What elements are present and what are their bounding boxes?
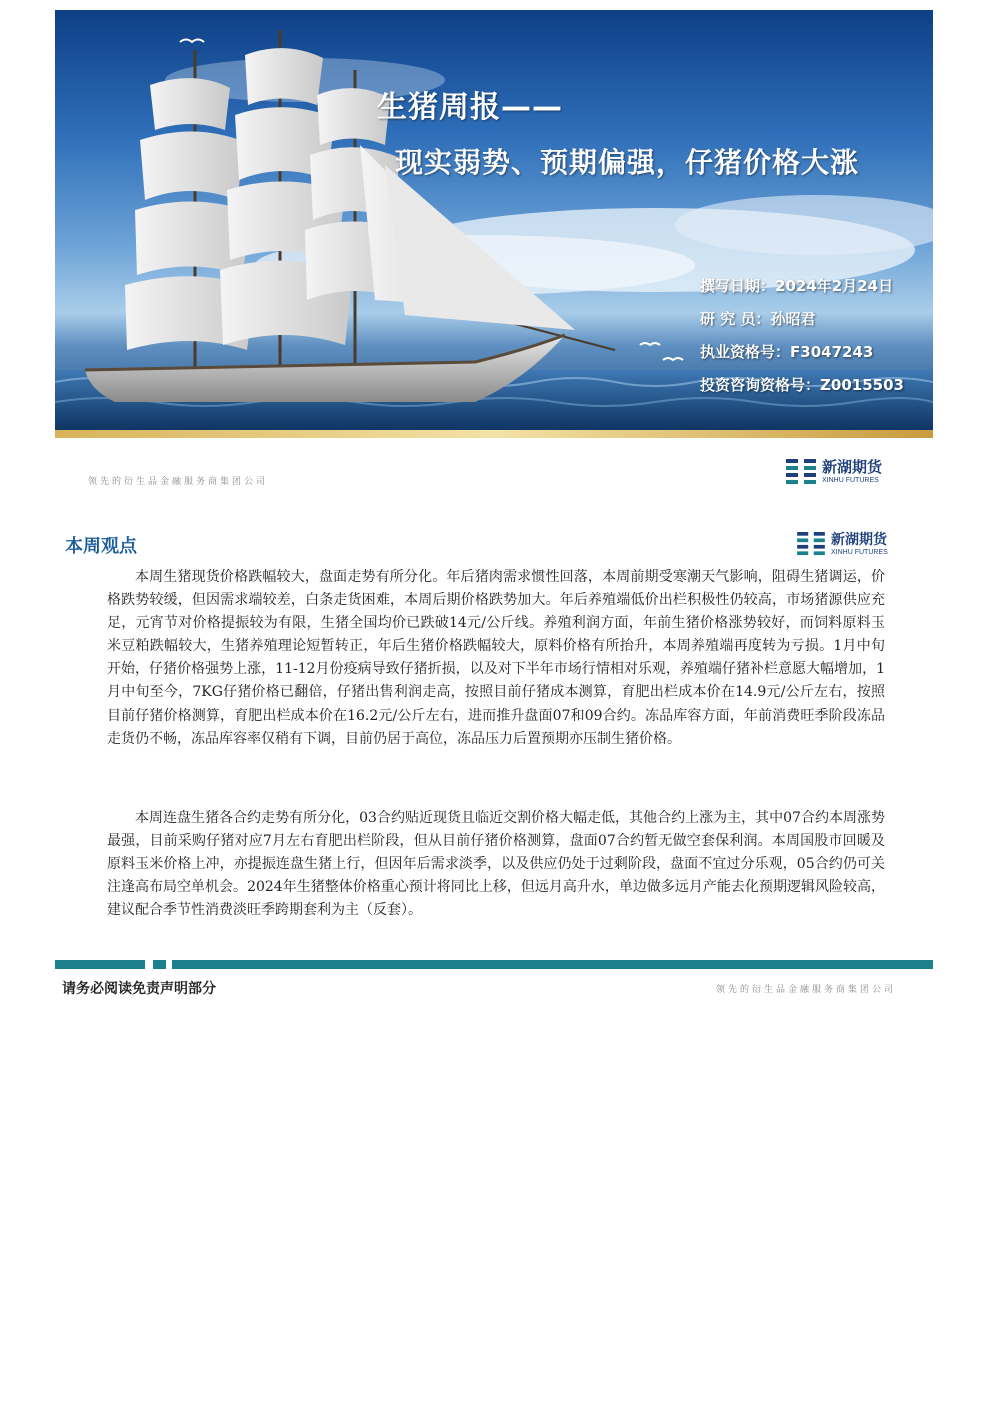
section-title: 本周观点 xyxy=(65,536,137,557)
meta-label: 研 究 员： xyxy=(700,310,771,328)
footer-bar-segment xyxy=(153,960,166,969)
paragraph-1 xyxy=(107,566,885,751)
company-logo-small xyxy=(797,532,888,556)
xinhu-logo-icon xyxy=(786,459,816,485)
meta-label: 投资咨询资格号： xyxy=(700,376,821,394)
paragraph-text: 本周连盘生猪各合约走势有所分化，03合约贴近现货且临近交割价格大幅走低，其他合约上涨为主，其中07合约本周涨势最强，目前采购仔猪对应7月左右育肥出栏阶段，但从目前仔猪价格测算，盘面07合约暂无做空套保利润。本周国股市回暖及原料玉米价格上冲，亦提振连盘生猪上行，但因年后需求淡季，以及供应仍处于过剩阶段，盘面不宜过分乐观，05合约仍可关注逢高布局空单机会。2024年生猪整体价格重心预计将同比上移，但远月高升水，单边做多远月产能去化预期逻辑风险较高，建议配合季节性消费淡旺季跨期套利为主（反套）。 xyxy=(107,810,885,919)
sailing-ship-illustration xyxy=(55,10,933,430)
logo-text-cn: 新湖期货 xyxy=(822,458,883,476)
meta-value: 孙昭君 xyxy=(770,310,816,328)
logo-text-en: XINHU FUTURES xyxy=(822,477,879,484)
banner-gold-stripe xyxy=(55,430,933,438)
footer-bar-segment xyxy=(55,960,145,969)
report-title: 生猪周报—— xyxy=(377,90,563,125)
xinhu-logo-icon xyxy=(797,532,825,556)
cover-banner xyxy=(55,10,933,430)
meta-value: Z0015503 xyxy=(820,376,904,394)
meta-value: F3047243 xyxy=(790,343,874,361)
header-tagline: 领先的衍生品金融服务商集团公司 xyxy=(88,477,269,487)
paragraph-2 xyxy=(107,807,885,922)
meta-consult-license xyxy=(700,374,904,395)
report-subtitle: 现实弱势、预期偏强，仔猪价格大涨 xyxy=(395,146,860,179)
company-logo xyxy=(786,459,882,485)
disclaimer-note: 请务必阅读免责声明部分 xyxy=(62,981,216,997)
meta-value: 2024年2月24日 xyxy=(775,277,894,295)
meta-date xyxy=(700,275,893,296)
footer-bar-segment xyxy=(172,960,933,969)
logo-text-cn: 新湖期货 xyxy=(831,531,887,548)
meta-license xyxy=(700,341,873,362)
meta-label: 撰写日期： xyxy=(700,277,776,295)
footer-tagline: 领先的衍生品金融服务商集团公司 xyxy=(716,985,897,995)
logo-text-en: XINHU FUTURES xyxy=(831,548,888,556)
paragraph-text: 本周生猪现货价格跌幅较大，盘面走势有所分化。年后猪肉需求惯性回落，本周前期受寒潮天气影响，阻碍生猪调运，价格跌势较缓，但因需求端较差，白条走货困难，本周后期价格跌势加大。年后养殖端低价出栏积极性仍较高，市场猪源供应充足，元宵节对价格提振较为有限，生猪全国均价已跌破14元/公斤线。养殖利润方面，年前生猪价格涨势较好，而饲料原料玉米豆粕跌幅较大，生猪养殖理论短暂转正，年后生猪价格跌幅较大，原料价格有所抬升，本周养殖端再度转为亏损。1月中旬开始，仔猪价格强势上涨，11-12月份疫病导致仔猪折损，以及对下半年市场行情相对乐观，养殖端仔猪补栏意愿大幅增加，1月中旬至今，7KG仔猪价格已翻倍，仔猪出售利润走高，按照目前仔猪成本测算，育肥出栏成本价在14.9元/公斤左右，按照目前仔猪价格测算，育肥出栏成本价在16.2元/公斤左右，进而推升盘面07和09合约。冻品库容方面，年前消费旺季阶段冻品走货仍不畅，冻品库容率仅稍有下调，目前仍居于高位，冻品压力后置预期亦压制生猪价格。 xyxy=(107,569,885,747)
meta-researcher xyxy=(700,308,815,329)
meta-label: 执业资格号： xyxy=(700,343,791,361)
